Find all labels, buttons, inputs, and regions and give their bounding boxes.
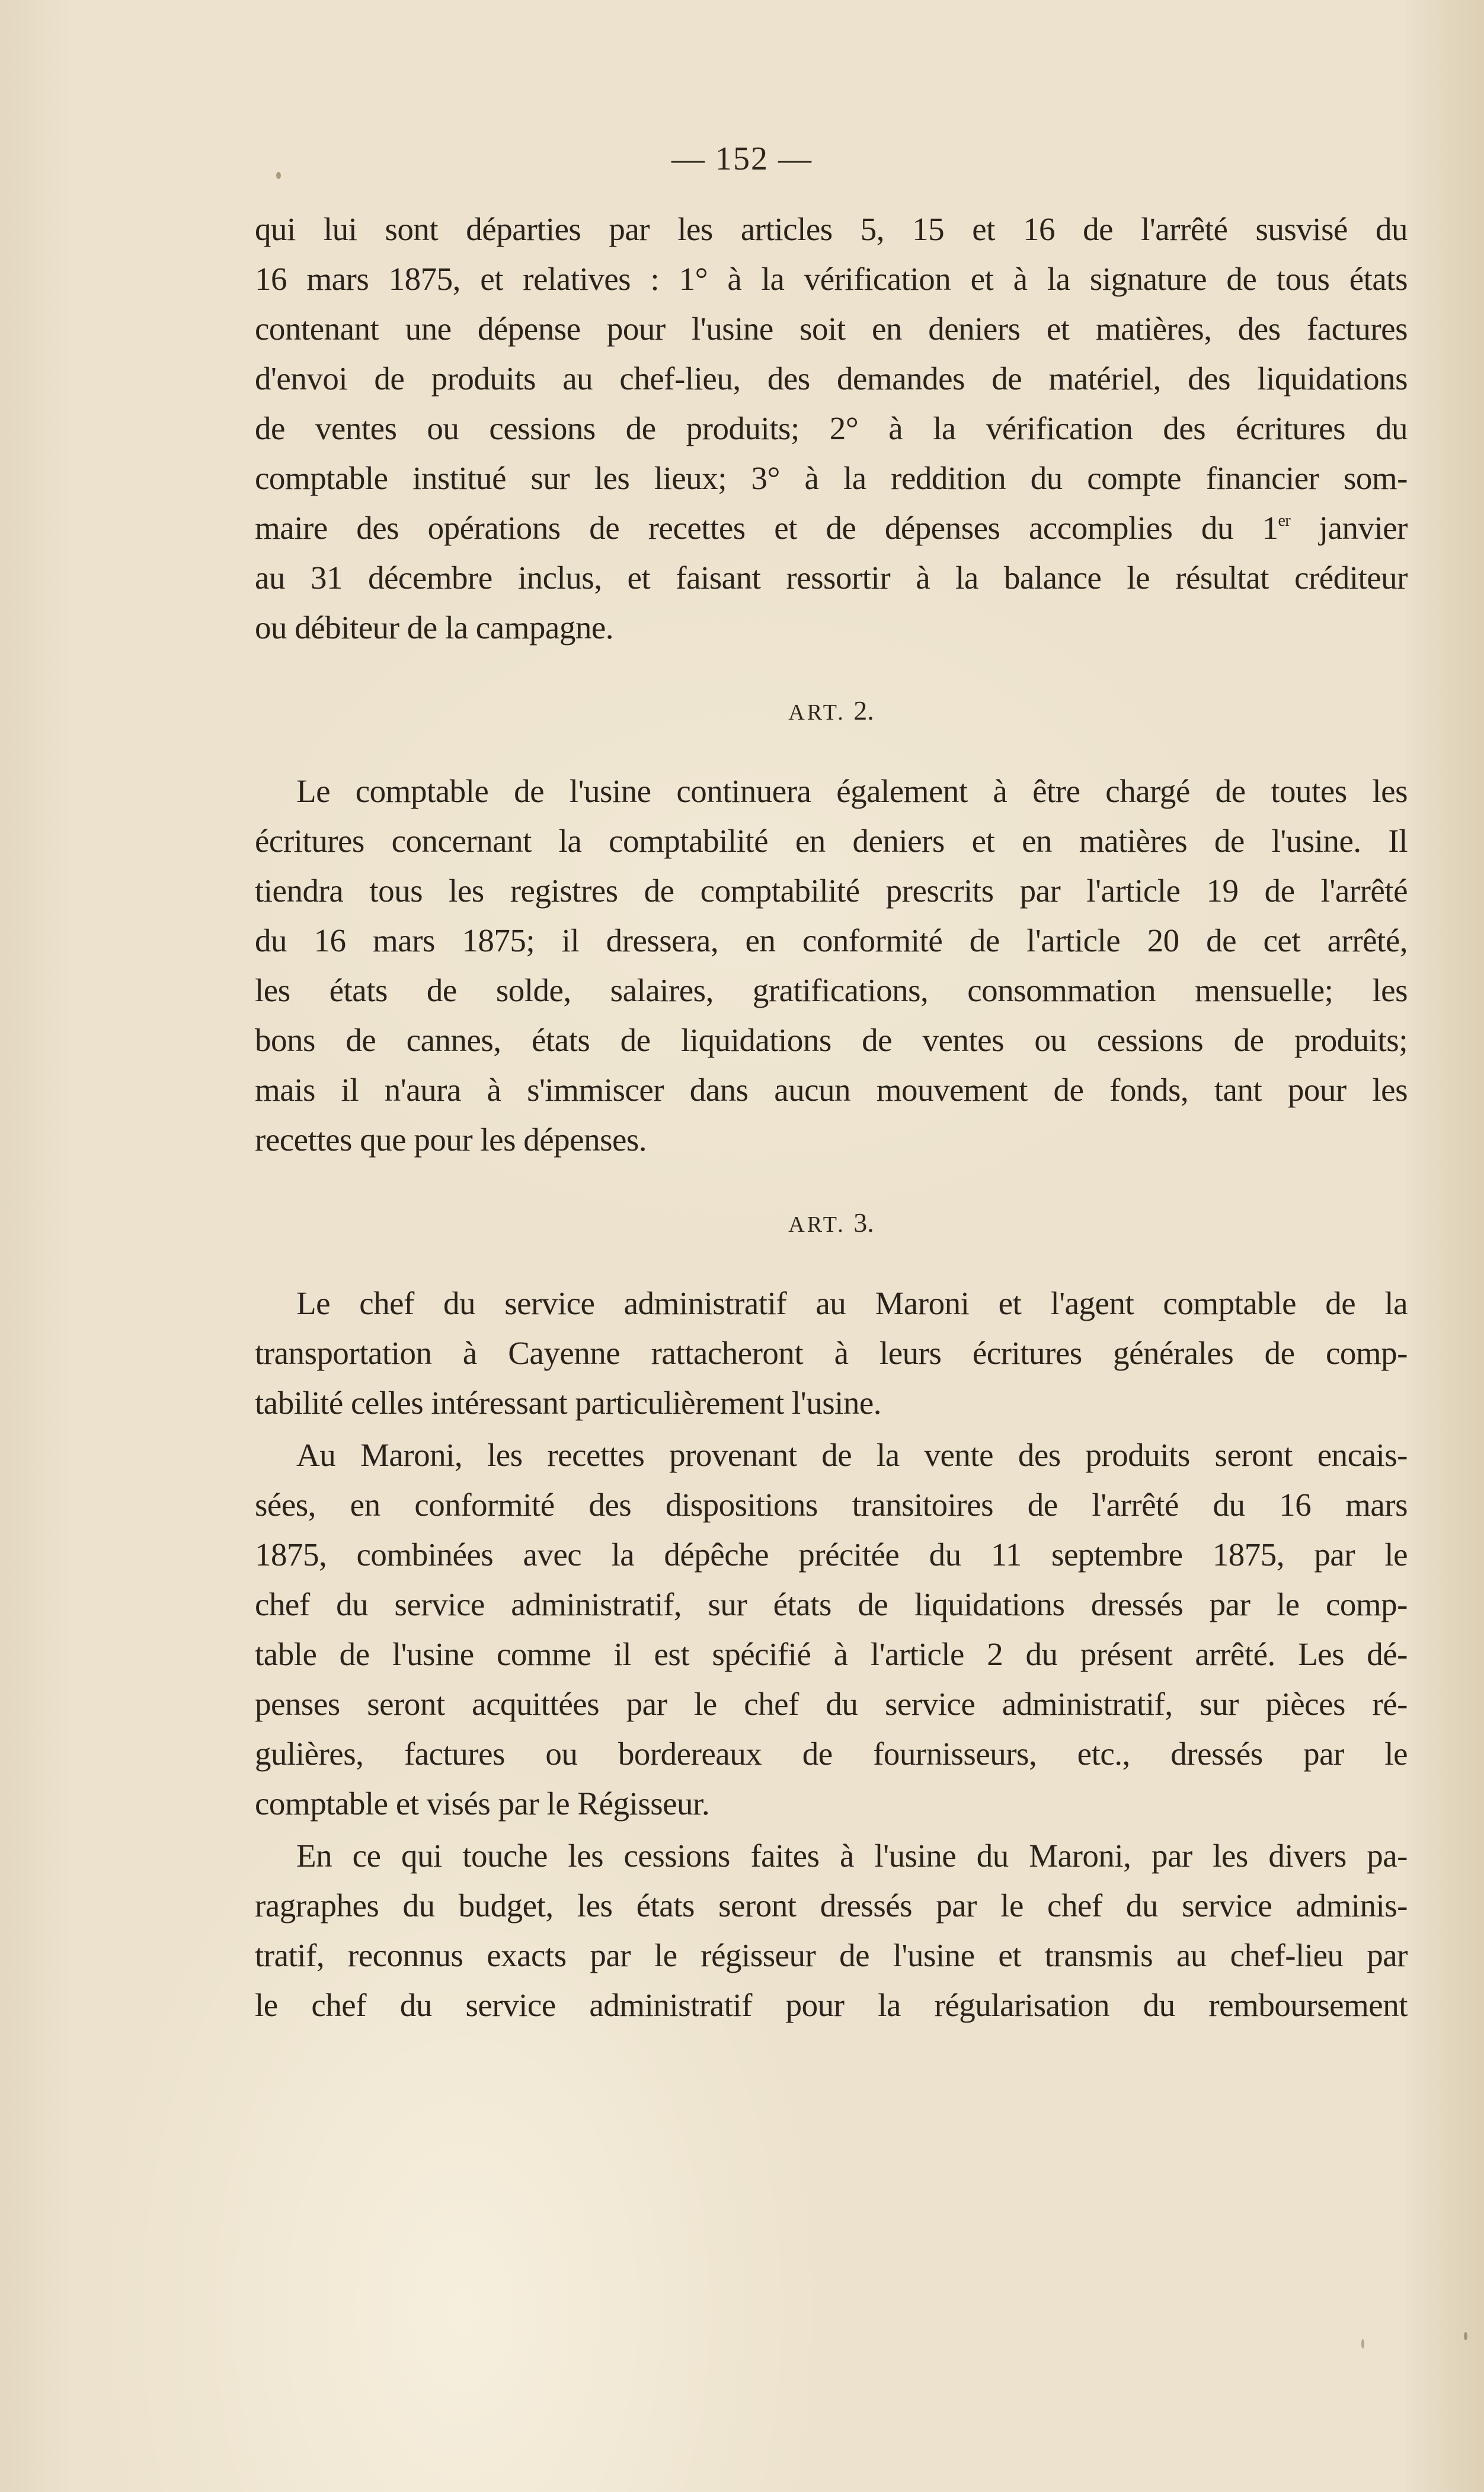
- text-line: de ventes ou cessions de produits; 2° à la vérification des écritures du: [255, 410, 1408, 446]
- text-line: les états de solde, salaires, gratifications, consommation mensuelle; les: [255, 972, 1408, 1008]
- text-line: le chef du service administratif pour la régularisation du remboursement: [255, 1987, 1408, 2023]
- page-number: — 152 —: [671, 140, 813, 177]
- text-line: au 31 décembre inclus, et faisant ressortir à la balance le résultat créditeur: [255, 560, 1408, 596]
- text-line: Au Maroni, les recettes provenant de la vente des produits seront encais-: [296, 1437, 1408, 1473]
- article-2-heading: [255, 686, 1408, 736]
- intro-paragraph: [255, 205, 1408, 653]
- text-line: contenant une dépense pour l'usine soit en deniers et matières, des factures: [255, 311, 1408, 347]
- superscript-ordinal: er: [1278, 512, 1291, 530]
- article-number: 2.: [853, 695, 874, 726]
- text-line: bons de cannes, états de liquidations de ventes ou cessions de produits;: [255, 1022, 1408, 1058]
- article-2-paragraph: [255, 766, 1408, 1165]
- text-line: mais il n'aura à s'immiscer dans aucun mouvement de fonds, tant pour les: [255, 1072, 1408, 1108]
- text-line: table de l'usine comme il est spécifié à l'article 2 du présent arrêté. Les dé-: [255, 1636, 1408, 1672]
- text-line: Le comptable de l'usine continuera également à être chargé de toutes les: [296, 773, 1408, 809]
- text-line: sées, en conformité des dispositions transitoires de l'arrêté du 16 mars: [255, 1487, 1408, 1523]
- text-segment: maire des opérations de recettes et de dépenses accomplies du 1: [255, 510, 1278, 546]
- text-line: recettes que pour les dépenses.: [255, 1122, 647, 1158]
- text-line: d'envoi de produits au chef-lieu, des demandes de matériel, des liquidations: [255, 360, 1408, 397]
- paper-speck-mark: [1464, 2332, 1467, 2340]
- text-line: [255, 503, 1408, 553]
- text-line: tabilité celles intéressant particulièrement l'usine.: [255, 1385, 882, 1421]
- text-line: gulières, factures ou bordereaux de fournisseurs, etc., dressés par le: [255, 1736, 1408, 1772]
- paper-speck-mark: [1361, 2339, 1364, 2349]
- text-line: tiendra tous les registres de comptabilité prescrits par l'article 19 de l'arrêté: [255, 873, 1408, 909]
- text-segment: janvier: [1290, 510, 1408, 546]
- text-line: transportation à Cayenne rattacheront à leurs écritures générales de comp-: [255, 1335, 1408, 1371]
- text-line: tratif, reconnus exacts par le régisseur de l'usine et transmis au chef-lieu par: [255, 1937, 1408, 1973]
- article-prefix: ART.: [788, 700, 846, 725]
- text-line: 16 mars 1875, et relatives : 1° à la vérification et à la signature de tous états: [255, 261, 1408, 297]
- text-line: ragraphes du budget, les états seront dressés par le chef du service adminis-: [255, 1887, 1408, 1924]
- article-prefix: ART.: [788, 1212, 846, 1237]
- article-3-paragraph-2: [255, 1430, 1408, 1829]
- text-line: qui lui sont départies par les articles 5, 15 et 16 de l'arrêté susvisé du: [255, 211, 1408, 247]
- text-line: comptable et visés par le Régisseur.: [255, 1785, 710, 1822]
- text-line: En ce qui touche les cessions faites à l'usine du Maroni, par les divers pa-: [296, 1838, 1408, 1874]
- text-line: penses seront acquittées par le chef du service administratif, sur pièces ré-: [255, 1686, 1408, 1722]
- text-line: chef du service administratif, sur états de liquidations dressés par le comp-: [255, 1586, 1408, 1622]
- article-number: 3.: [853, 1207, 874, 1238]
- text-line: du 16 mars 1875; il dressera, en conformité de l'article 20 de cet arrêté,: [255, 922, 1408, 959]
- article-3-paragraph-3: [255, 1831, 1408, 2030]
- article-3-heading: [255, 1198, 1408, 1248]
- text-line: ou débiteur de la campagne.: [255, 609, 613, 646]
- text-line: 1875, combinées avec la dépêche précitée du 11 septembre 1875, par le: [255, 1536, 1408, 1573]
- text-line: Le chef du service administratif au Maroni et l'agent comptable de la: [296, 1285, 1408, 1321]
- text-line: comptable institué sur les lieux; 3° à la reddition du compte financier som-: [255, 460, 1408, 496]
- text-line: écritures concernant la comptabilité en deniers et en matières de l'usine. Il: [255, 823, 1408, 859]
- article-3-paragraph-1: [255, 1279, 1408, 1428]
- text-column: [255, 205, 1408, 2030]
